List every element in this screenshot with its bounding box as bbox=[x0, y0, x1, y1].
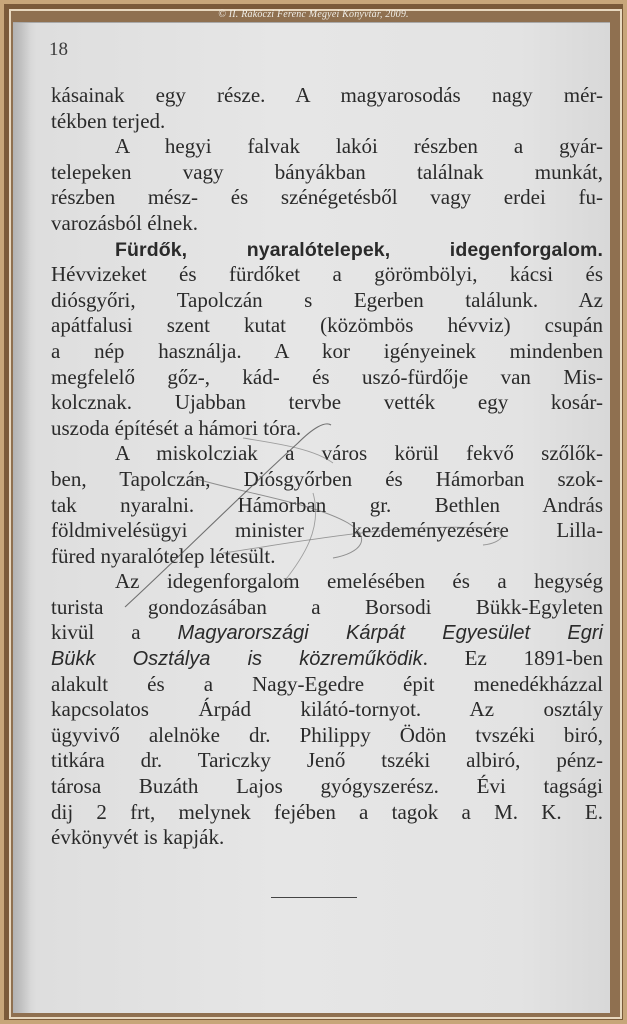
closing-rule bbox=[271, 897, 357, 898]
italic-organization-name: Bükk Osztálya is közreműködik bbox=[51, 648, 423, 671]
paragraph-first-line: A miskolcziak a város körül fekvő szőlők- bbox=[115, 441, 603, 466]
text-line: megfelelő gőz-, kád- és uszó-fürdője van Mis- bbox=[51, 364, 603, 389]
text-line: füred nyaralótelep létesült. bbox=[51, 543, 276, 568]
section-heading-line bbox=[51, 237, 603, 263]
text-line: uszoda építését a hámori tóra. bbox=[51, 415, 302, 440]
text-line: évkönyvét is kapják. bbox=[51, 825, 225, 850]
text-line: alakult és a Nagy-Egedre épit menedékházzal bbox=[51, 671, 603, 696]
text-line: Bükk Osztálya is közreműködik. Ez 1891-ben bbox=[51, 646, 603, 671]
text-line: ben, Tapolczán, Diósgyőrben és Hámorban szok- bbox=[51, 466, 603, 491]
text-line: kivül a Magyarországi Kárpát Egyesület Egri bbox=[51, 620, 603, 645]
text-line: a nép használja. A kor igényeinek mindenben bbox=[51, 338, 603, 363]
text-line: kolcznak. Ujabban tervbe vették egy kosár- bbox=[51, 390, 603, 415]
section-heading: Fürdők, nyaralótelepek, idegenforgalom. bbox=[115, 238, 603, 261]
text-line: földmivelésügyi minister kezdeményezésére Lilla- bbox=[51, 518, 603, 543]
text-line: titkára dr. Tariczky Jenő tszéki albiró, pénz- bbox=[51, 748, 603, 773]
text-line: tak nyaralni. Hámorban gr. Bethlen András bbox=[51, 492, 603, 517]
page-body-text bbox=[51, 83, 603, 851]
text-line: Hévvizeket és fürdőket a görömbölyi, kácsi és bbox=[51, 262, 603, 287]
page-gutter-shade bbox=[13, 23, 31, 1013]
text-line: kapcsolatos Árpád kilátó-tornyot. Az osztály bbox=[51, 697, 603, 722]
paragraph-first-line: A hegyi falvak lakói részben a gyár- bbox=[115, 134, 603, 159]
copyright-notice: © II. Rákóczi Ferenc Megyei Könyvtár, 2009. bbox=[218, 9, 409, 20]
text-line: apátfalusi szent kutat (közömbös hévviz) csupán bbox=[51, 313, 603, 338]
text-line: ügyvivő alelnöke dr. Philippy Ödön tvszéki biró, bbox=[51, 722, 603, 747]
text-line: telepeken vagy bányákban találnak munkát, bbox=[51, 159, 603, 184]
text-line: diósgyőri, Tapolczán s Egerben találunk. Az bbox=[51, 287, 603, 312]
book-page bbox=[13, 22, 610, 1013]
text-line: kásainak egy része. A magyarosodás nagy mér- bbox=[51, 83, 603, 107]
text-line: tékben terjed. bbox=[51, 108, 166, 133]
text-line: részben mész- és szénégetésből vagy erdei fu- bbox=[51, 185, 603, 210]
text-line: varozásból élnek. bbox=[51, 210, 198, 235]
text-line: turista gondozásában a Borsodi Bükk-Egyleten bbox=[51, 594, 603, 619]
text-line: dij 2 frt, melynek fejében a tagok a M. K. E. bbox=[51, 799, 603, 824]
italic-organization-name: Magyarországi Kárpát Egyesület Egri bbox=[177, 622, 603, 645]
paragraph-first-line: Az idegenforgalom emelésében és a hegység bbox=[115, 569, 603, 594]
text-line: tárosa Buzáth Lajos gyógyszerész. Évi tagsági bbox=[51, 774, 603, 799]
page-number: 18 bbox=[49, 39, 68, 60]
